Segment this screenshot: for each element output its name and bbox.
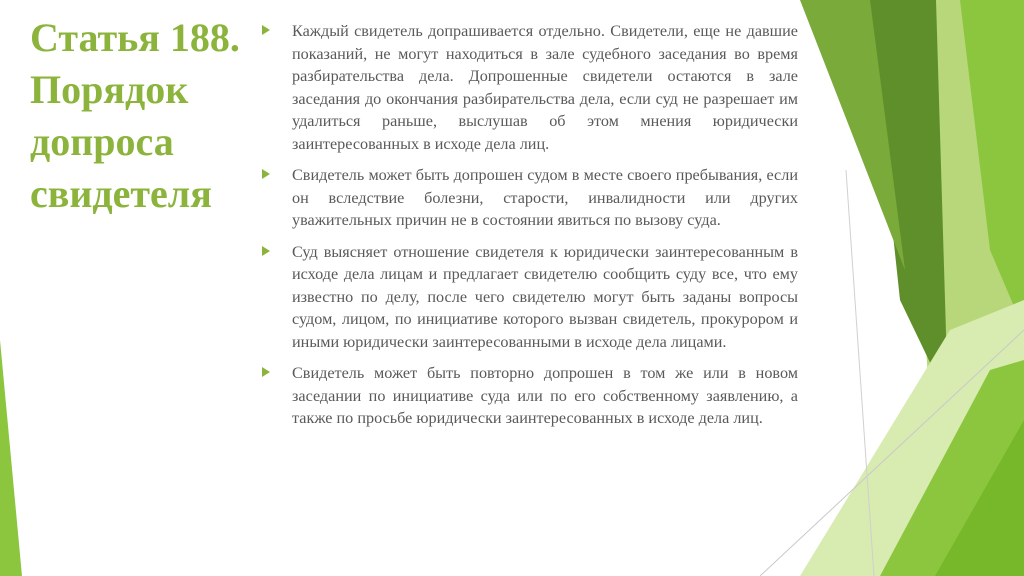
title-line: Порядок [30,67,189,112]
title-line: Статья 188. [30,15,240,60]
bullet-text: Каждый свидетель допрашивается отдельно. Свидетели, еще не давшие показаний, не могут находиться в зале судебного заседания во время разбирательства дела. Допрошенные свидетели остаются в зале заседания до окончания разбирательства дела, если суд не разрешает им удалиться раньше, выслушав об этом мнения юридически заинтересованных в исходе дела лиц. [292,22,798,153]
slide-title [30,12,250,220]
bullet-item [262,362,798,430]
left-green-stripe [0,340,22,576]
arrow-bullet-icon [262,246,270,256]
title-line: свидетеля [30,171,212,216]
title-line: допроса [30,119,174,164]
arrow-bullet-icon [262,367,270,377]
arrow-bullet-icon [262,169,270,179]
bullet-text: Свидетель может быть повторно допрошен в том же или в новом заседании по инициативе суда или по его собственному заявлению, а также по просьбе юридически заинтересованных в исходе дела лиц. [292,364,798,427]
bullet-text: Суд выясняет отношение свидетеля к юридически заинтересованным в исходе дела лицам и предлагает свидетелю сообщить суду все, что ему известно по делу, после чего свидетелю могут быть заданы вопросы судом, лицом, по инициативе которого вызван свидетель, прокурором и иными юридически заинтересованными в исходе дела лицами. [292,242,798,351]
bullet-item [262,241,798,354]
bullet-list [262,20,798,439]
bullet-item [262,164,798,232]
arrow-bullet-icon [262,25,270,35]
bullet-text: Свидетель может быть допрошен судом в месте своего пребывания, если он вследствие болезни, старости, инвалидности или других уважительных причин не в состоянии явиться по вызову суда. [292,166,798,229]
bullet-item [262,20,798,155]
